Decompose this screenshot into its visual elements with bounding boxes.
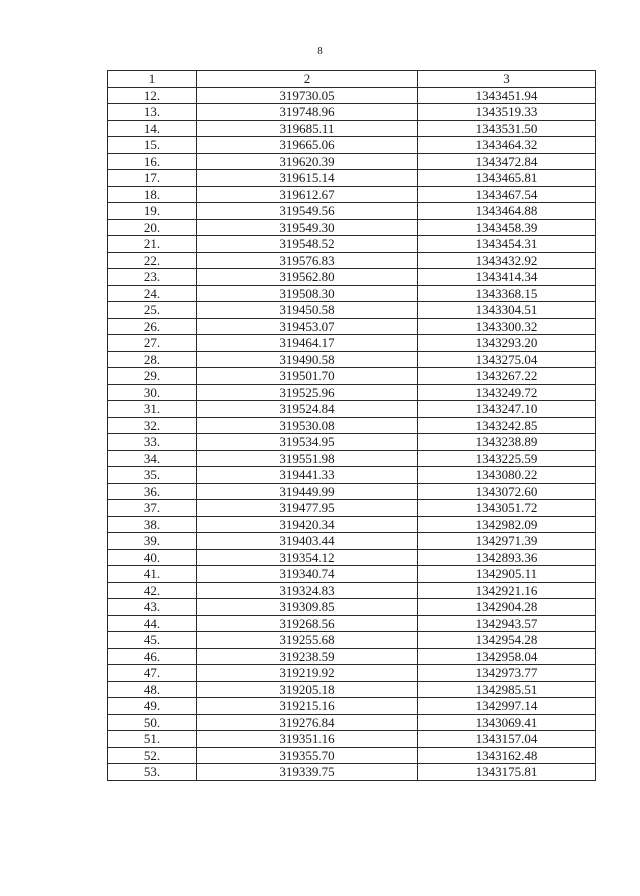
table-row [108,632,596,649]
table-row [108,599,596,616]
point-number-cell: 53. [108,764,197,781]
x-coordinate-cell: 319549.56 [197,203,418,220]
x-coordinate-cell: 319215.16 [197,698,418,715]
point-number-cell: 37. [108,500,197,517]
y-coordinate-cell: 1343464.88 [418,203,596,220]
x-coordinate-cell: 319354.12 [197,549,418,566]
table-row [108,681,596,698]
point-number-cell: 28. [108,351,197,368]
y-coordinate-cell: 1342893.36 [418,549,596,566]
y-coordinate-cell: 1343472.84 [418,153,596,170]
column-header-2: 2 [197,71,418,88]
table-row [108,137,596,154]
point-number-cell: 24. [108,285,197,302]
point-number-cell: 34. [108,450,197,467]
point-number-cell: 30. [108,384,197,401]
table-row [108,467,596,484]
point-number-cell: 40. [108,549,197,566]
y-coordinate-cell: 1343531.50 [418,120,596,137]
y-coordinate-cell: 1343432.92 [418,252,596,269]
y-coordinate-cell: 1343069.41 [418,714,596,731]
x-coordinate-cell: 319548.52 [197,236,418,253]
table-row [108,648,596,665]
point-number-cell: 42. [108,582,197,599]
point-number-cell: 43. [108,599,197,616]
x-coordinate-cell: 319339.75 [197,764,418,781]
table-row [108,434,596,451]
table-row [108,516,596,533]
point-number-cell: 29. [108,368,197,385]
point-number-cell: 15. [108,137,197,154]
y-coordinate-cell: 1343267.22 [418,368,596,385]
x-coordinate-cell: 319255.68 [197,632,418,649]
x-coordinate-cell: 319351.16 [197,731,418,748]
table-row [108,335,596,352]
point-number-cell: 36. [108,483,197,500]
point-number-cell: 51. [108,731,197,748]
y-coordinate-cell: 1342985.51 [418,681,596,698]
point-number-cell: 16. [108,153,197,170]
table-row [108,302,596,319]
table-body [108,87,596,780]
table-row [108,170,596,187]
x-coordinate-cell: 319525.96 [197,384,418,401]
x-coordinate-cell: 319615.14 [197,170,418,187]
y-coordinate-cell: 1342954.28 [418,632,596,649]
table-row [108,285,596,302]
y-coordinate-cell: 1343249.72 [418,384,596,401]
y-coordinate-cell: 1343464.32 [418,137,596,154]
x-coordinate-cell: 319420.34 [197,516,418,533]
x-coordinate-cell: 319450.58 [197,302,418,319]
x-coordinate-cell: 319268.56 [197,615,418,632]
point-number-cell: 14. [108,120,197,137]
coordinates-table [107,70,596,781]
y-coordinate-cell: 1343451.94 [418,87,596,104]
point-number-cell: 25. [108,302,197,319]
y-coordinate-cell: 1343157.04 [418,731,596,748]
x-coordinate-cell: 319665.06 [197,137,418,154]
point-number-cell: 18. [108,186,197,203]
point-number-cell: 27. [108,335,197,352]
table-row [108,186,596,203]
y-coordinate-cell: 1342943.57 [418,615,596,632]
x-coordinate-cell: 319748.96 [197,104,418,121]
point-number-cell: 38. [108,516,197,533]
x-coordinate-cell: 319464.17 [197,335,418,352]
table-row [108,533,596,550]
table-row [108,665,596,682]
y-coordinate-cell: 1342982.09 [418,516,596,533]
point-number-cell: 32. [108,417,197,434]
y-coordinate-cell: 1342921.16 [418,582,596,599]
y-coordinate-cell: 1343454.31 [418,236,596,253]
table-row [108,219,596,236]
x-coordinate-cell: 319501.70 [197,368,418,385]
point-number-cell: 46. [108,648,197,665]
column-header-1: 1 [108,71,197,88]
x-coordinate-cell: 319441.33 [197,467,418,484]
column-header-3: 3 [418,71,596,88]
x-coordinate-cell: 319549.30 [197,219,418,236]
table-row [108,566,596,583]
table-row [108,351,596,368]
table-row [108,236,596,253]
table-row [108,417,596,434]
point-number-cell: 35. [108,467,197,484]
table-row [108,384,596,401]
x-coordinate-cell: 319530.08 [197,417,418,434]
table-row [108,104,596,121]
point-number-cell: 49. [108,698,197,715]
table-row [108,731,596,748]
y-coordinate-cell: 1342971.39 [418,533,596,550]
table-row [108,120,596,137]
y-coordinate-cell: 1343080.22 [418,467,596,484]
table-row [108,714,596,731]
table-row [108,582,596,599]
point-number-cell: 52. [108,747,197,764]
table-row [108,252,596,269]
x-coordinate-cell: 319612.67 [197,186,418,203]
point-number-cell: 19. [108,203,197,220]
table-row [108,368,596,385]
x-coordinate-cell: 319620.39 [197,153,418,170]
y-coordinate-cell: 1343162.48 [418,747,596,764]
y-coordinate-cell: 1343175.81 [418,764,596,781]
x-coordinate-cell: 319205.18 [197,681,418,698]
point-number-cell: 50. [108,714,197,731]
x-coordinate-cell: 319730.05 [197,87,418,104]
table-row [108,747,596,764]
y-coordinate-cell: 1342997.14 [418,698,596,715]
point-number-cell: 48. [108,681,197,698]
y-coordinate-cell: 1343368.15 [418,285,596,302]
y-coordinate-cell: 1343275.04 [418,351,596,368]
point-number-cell: 41. [108,566,197,583]
table-row [108,203,596,220]
table-row [108,549,596,566]
table-row [108,87,596,104]
y-coordinate-cell: 1342905.11 [418,566,596,583]
y-coordinate-cell: 1343247.10 [418,401,596,418]
x-coordinate-cell: 319576.83 [197,252,418,269]
point-number-cell: 23. [108,269,197,286]
x-coordinate-cell: 319449.99 [197,483,418,500]
point-number-cell: 13. [108,104,197,121]
x-coordinate-cell: 319490.58 [197,351,418,368]
y-coordinate-cell: 1343519.33 [418,104,596,121]
point-number-cell: 17. [108,170,197,187]
point-number-cell: 22. [108,252,197,269]
header-row [108,71,596,88]
x-coordinate-cell: 319276.84 [197,714,418,731]
y-coordinate-cell: 1342973.77 [418,665,596,682]
table-row [108,500,596,517]
table-row [108,450,596,467]
x-coordinate-cell: 319551.98 [197,450,418,467]
x-coordinate-cell: 319403.44 [197,533,418,550]
x-coordinate-cell: 319324.83 [197,582,418,599]
x-coordinate-cell: 319453.07 [197,318,418,335]
x-coordinate-cell: 319238.59 [197,648,418,665]
point-number-cell: 44. [108,615,197,632]
x-coordinate-cell: 319524.84 [197,401,418,418]
y-coordinate-cell: 1343225.59 [418,450,596,467]
x-coordinate-cell: 319355.70 [197,747,418,764]
y-coordinate-cell: 1343072.60 [418,483,596,500]
x-coordinate-cell: 319219.92 [197,665,418,682]
table-row [108,764,596,781]
point-number-cell: 26. [108,318,197,335]
y-coordinate-cell: 1343304.51 [418,302,596,319]
y-coordinate-cell: 1343238.89 [418,434,596,451]
point-number-cell: 20. [108,219,197,236]
x-coordinate-cell: 319685.11 [197,120,418,137]
table-row [108,401,596,418]
point-number-cell: 21. [108,236,197,253]
table-row [108,483,596,500]
x-coordinate-cell: 319340.74 [197,566,418,583]
y-coordinate-cell: 1342904.28 [418,599,596,616]
point-number-cell: 47. [108,665,197,682]
y-coordinate-cell: 1343051.72 [418,500,596,517]
y-coordinate-cell: 1342958.04 [418,648,596,665]
table-row [108,153,596,170]
y-coordinate-cell: 1343242.85 [418,417,596,434]
table-row [108,615,596,632]
point-number-cell: 31. [108,401,197,418]
x-coordinate-cell: 319534.95 [197,434,418,451]
point-number-cell: 39. [108,533,197,550]
point-number-cell: 12. [108,87,197,104]
table-row [108,698,596,715]
table-row [108,269,596,286]
page-number: 8 [317,45,323,57]
table-row [108,318,596,335]
y-coordinate-cell: 1343467.54 [418,186,596,203]
y-coordinate-cell: 1343414.34 [418,269,596,286]
y-coordinate-cell: 1343300.32 [418,318,596,335]
point-number-cell: 45. [108,632,197,649]
x-coordinate-cell: 319562.80 [197,269,418,286]
x-coordinate-cell: 319508.30 [197,285,418,302]
y-coordinate-cell: 1343293.20 [418,335,596,352]
table-header [108,71,596,88]
y-coordinate-cell: 1343465.81 [418,170,596,187]
y-coordinate-cell: 1343458.39 [418,219,596,236]
x-coordinate-cell: 319477.95 [197,500,418,517]
point-number-cell: 33. [108,434,197,451]
x-coordinate-cell: 319309.85 [197,599,418,616]
